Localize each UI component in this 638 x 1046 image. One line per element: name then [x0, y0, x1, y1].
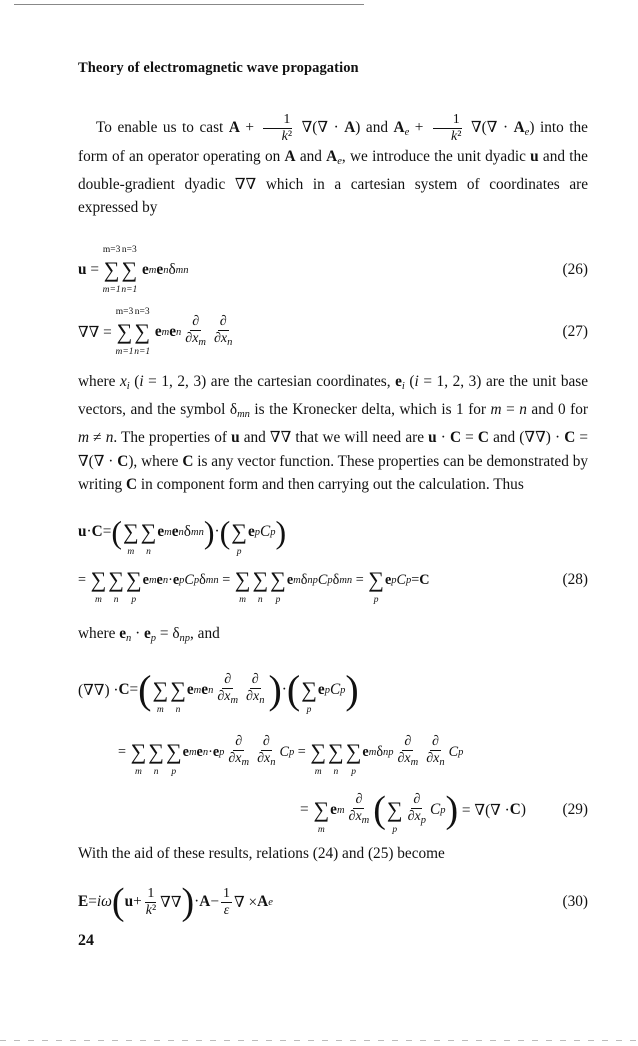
- equation-28-line-1: u · C = ( ∑ m ∑ n e m e n δ mn ) · ( ∑ p e p C p ): [78, 514, 287, 557]
- equation-number-28: (28): [562, 571, 588, 588]
- paragraph-definitions: where $x_i$ (i = 1, 2, 3) are the cartesian coordinates, $e_i$ (i = 1, 2, 3) are the unit base vectors, and the symbol $\delta_{mn}$ is the Kronecker delta, which is 1 for m = n and 0 for m ≠ n. The properties of u and ∇∇ that we will need are u · C = C and (∇∇) · C = ∇(∇ · C), where C is any vector function. These properties can be demonstrated by writing C in component form and then carrying out the calculation. Thus: [78, 373, 589, 493]
- top-rule: [14, 4, 364, 5]
- equation-27: ∇∇ = m=3 ∑ m=1 n=3 ∑ n=1 e m e n $\frac{\partial}{\partial x_m}$ $\frac{\partial}{\partial x_n}$ (27): [78, 307, 588, 357]
- equation-29-line-3: = ∑ m e m $\frac{\partial}{\partial x_m}$ ( ∑ p $\frac{\partial}{\partial x_p}$ C p ) = ∇(∇ · C ) (29): [300, 789, 588, 835]
- equation-number-30: (30): [562, 893, 588, 910]
- equation-30: E = iω ( u + $\frac{1}{\text{k²}}$ ∇∇ ) · A − $\frac{1}{\varepsilon}$ ∇ × A e (30): [78, 881, 588, 923]
- paragraph-kronecker: where $e_n \cdot e_p = \delta_{np}$, and: [78, 625, 220, 644]
- page-number: 24: [78, 932, 94, 949]
- paragraph-results: With the aid of these results, relations (24) and (25) become: [78, 845, 445, 862]
- running-header: Theory of electromagnetic wave propagation: [78, 60, 359, 76]
- equation-29-line-2: = ∑ m ∑ n ∑ p e m e n · e p $\frac{\partial}{\partial x_m}$ $\frac{\partial}{\partial x_n}$ C p = ∑ m ∑ n ∑ p e m δ np $\frac{\partial}{\partial x_m}$ $\frac{\partial}{\partial x_n}$ C p: [118, 733, 464, 777]
- equation-29-line-1: (∇∇) · C = ( ∑ m ∑ n e m e n $\frac{\partial}{\partial x_m}$ $\frac{\partial}{\partial x_n}$ ) · ( ∑ p e p C p ): [78, 667, 359, 715]
- equation-28-line-2: = ∑ m ∑ n ∑ p e m e n · e p C p δ mn = ∑ m ∑ n ∑ p e m δ np C p δ mn = ∑ p e p C p = C (28): [78, 567, 588, 605]
- equation-26: u = m=3 ∑ m=1 n=3 ∑ n=1 e m e n δ mn (26): [78, 245, 588, 295]
- paragraph-intro: To enable us to cast A + $\frac{1}{\text{k²}}$ ∇(∇ · A) and $A_e$ + $\frac{1}{\text{k²}}$ ∇(∇ · $A_e$) into the form of an operator operating on A and $A_e$, we introduce the unit dyadic u and the double-gradient dyadic ∇∇ which in a cartesian system of coordinates are expressed by: [78, 112, 588, 217]
- equation-number-27: (27): [562, 323, 588, 340]
- equation-number-26: (26): [562, 261, 588, 278]
- scan-edge: [0, 1040, 638, 1041]
- equation-number-29: (29): [562, 801, 588, 818]
